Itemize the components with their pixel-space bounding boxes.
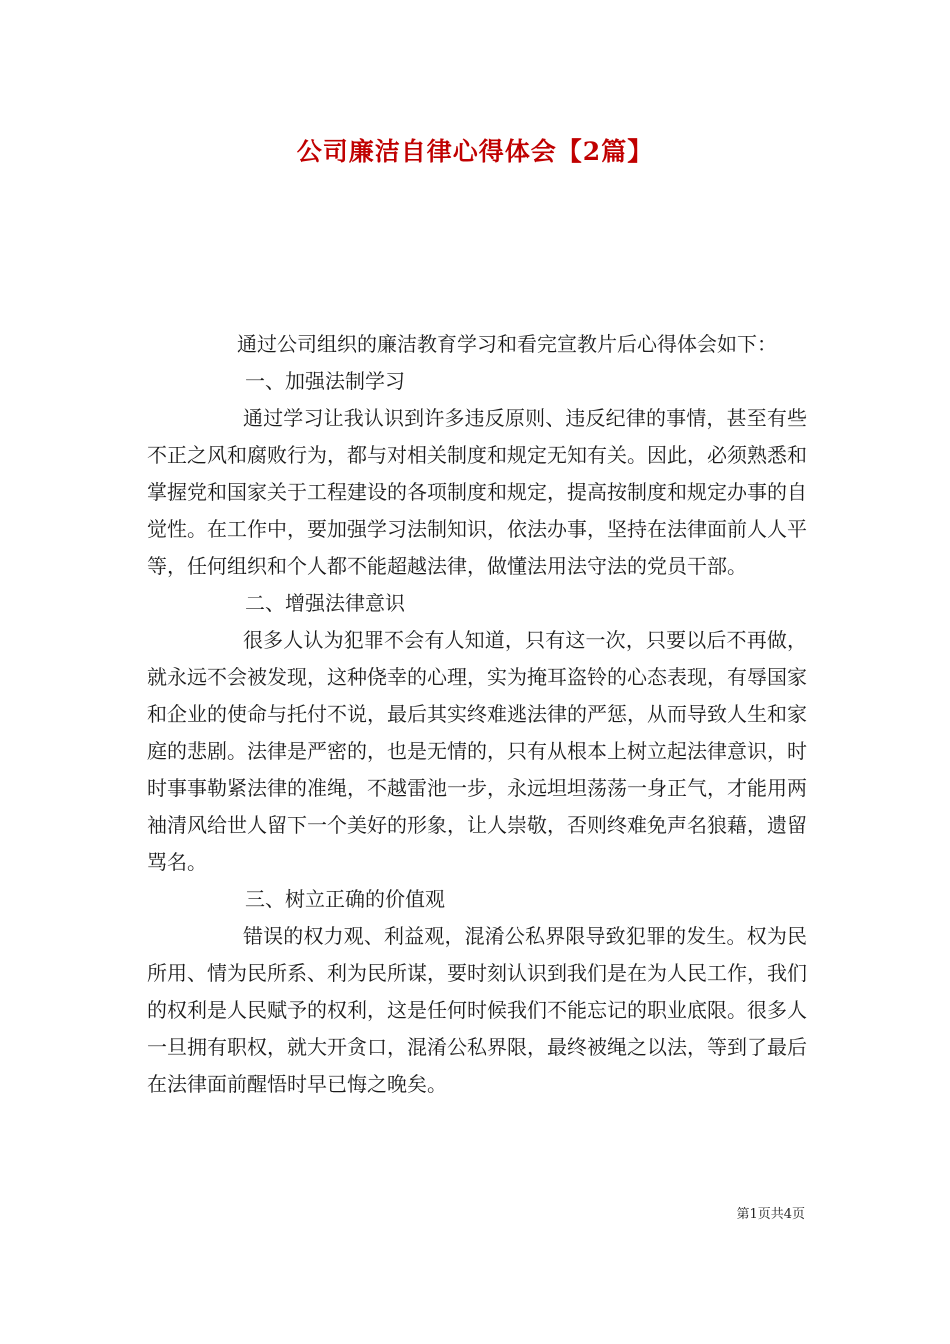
section-paragraph-1: 通过学习让我认识到许多违反原则、违反纪律的事情，甚至有些不正之风和腐败行为，都与对相关制度和规定无知有关。因此，必须熟悉和掌握党和国家关于工程建设的各项制度和规定，提高按制度和规定办事的自觉性。在工作中，要加强学习法制知识，依法办事，坚持在法律面前人人平等，任何组织和个人都不能超越法律，做懂法用法守法的党员干部。 [147,406,807,578]
intro-paragraph: 通过公司组织的廉洁教育学习和看完宣教片后心得体会如下： [237,332,777,356]
page-number-footer: 第1页共4页 [736,1207,805,1222]
section-paragraph-3: 错误的权力观、利益观，混淆公私界限导致犯罪的发生。权为民所用、情为民所系、利为民所谋，要时刻认识到我们是在为人民工作，我们的权利是人民赋予的权利，这是任何时候我们不能忘记的职业底限。很多人一旦拥有职权，就大开贪口，混淆公私界限，最终被绳之以法，等到了最后在法律面前醒悟时早已悔之晚矣。 [147,924,807,1096]
document-title: 公司廉洁自律心得体会【2篇】 [296,137,654,166]
section-heading-2: 二、增强法律意识 [245,591,405,615]
section-heading-1: 一、加强法制学习 [245,369,405,393]
document-body [147,326,807,1103]
section-heading-3: 三、树立正确的价值观 [245,887,445,911]
section-paragraph-2: 很多人认为犯罪不会有人知道，只有这一次，只要以后不再做，就永远不会被发现，这种侥幸的心理，实为掩耳盗铃的心态表现，有辱国家和企业的使命与托付不说，最后其实终难逃法律的严惩，从而导致人生和家庭的悲剧。法律是严密的，也是无情的，只有从根本上树立起法律意识，时时事事勒紧法律的准绳，不越雷池一步，永远坦坦荡荡一身正气，才能用两袖清风给世人留下一个美好的形象，让人崇敬，否则终难免声名狼藉，遗留骂名。 [147,628,807,874]
